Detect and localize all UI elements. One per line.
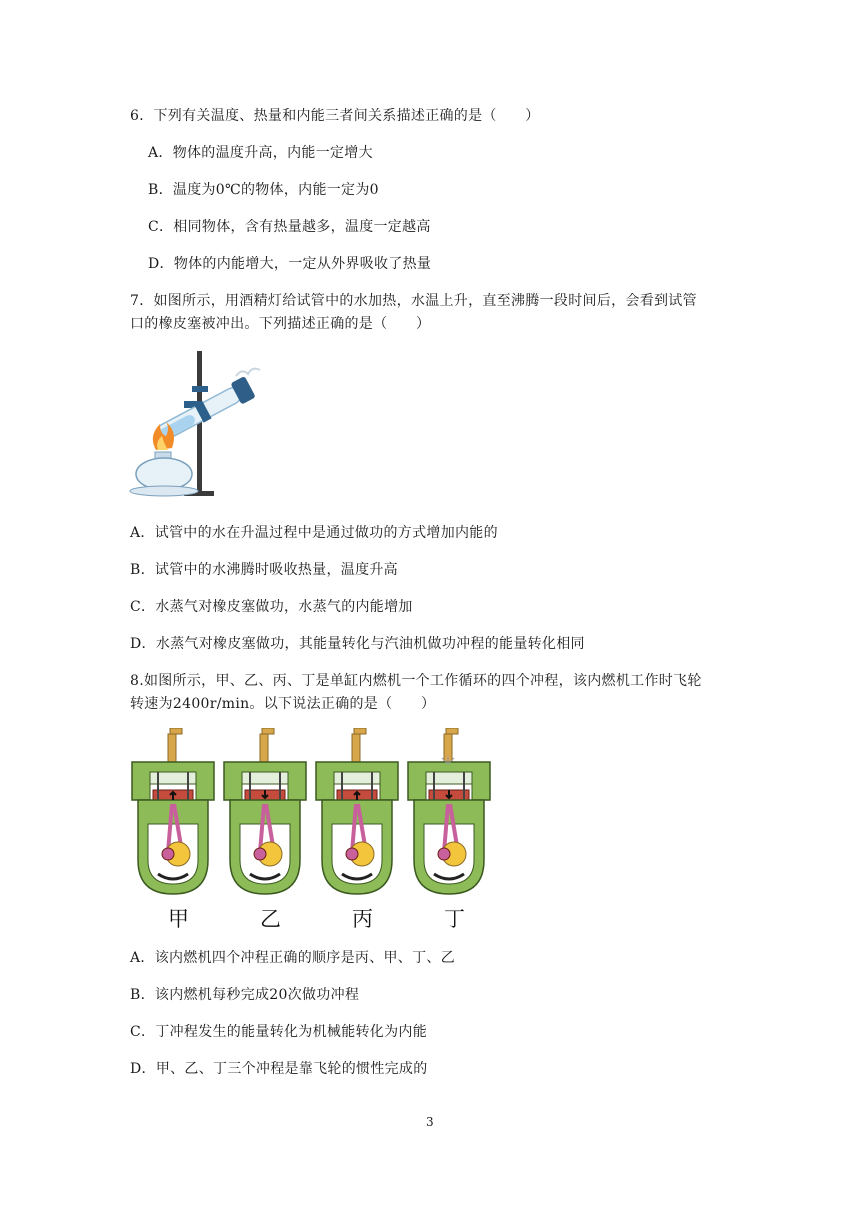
engine-label-yi: 乙 [260,907,281,931]
q7-option-d: D．水蒸气对橡皮塞做功，其能量转化与汽油机做功冲程的能量转化相同 [130,636,585,652]
q8-option-c: C．丁冲程发生的能量转化为机械能转化为内能 [130,1024,428,1040]
q6-option-a: A．物体的温度升高，内能一定增大 [148,145,373,161]
engine-bing [316,728,398,894]
q6-option-b: B．温度为0℃的物体，内能一定为0 [148,182,379,198]
engine-yi [224,728,306,894]
q6-option-d: D．物体的内能增大，一定从外界吸收了热量 [148,256,432,272]
q8-option-b: B．该内燃机每秒完成20次做功冲程 [130,987,360,1003]
q7-heating-apparatus-figure [124,346,274,504]
page-number: 3 [426,1115,434,1129]
alcohol-lamp [136,458,192,490]
engine-label-jia: 甲 [168,907,189,931]
stand-clamp [192,386,208,392]
q7-stem-line1: 7．如图所示，用酒精灯给试管中的水加热，水温上升，直至沸腾一段时间后，会看到试管 [130,293,697,309]
q8-stem-line2: 转速为2400r/min。以下说法正确的是（ ） [130,696,436,712]
q7-option-a: A．试管中的水在升温过程中是通过做功的方式增加内能的 [130,525,498,541]
q7-option-b: B．试管中的水沸腾时吸收热量，温度升高 [130,562,398,578]
engine-label-bing: 丙 [352,907,373,931]
q8-option-d: D．甲、乙、丁三个冲程是靠飞轮的惯性完成的 [130,1061,428,1077]
q7-option-c: C．水蒸气对橡皮塞做功，水蒸气的内能增加 [130,599,413,615]
q8-stem-line1: 8.如图所示，甲、乙、丙、丁是单缸内燃机一个工作循环的四个冲程，该内燃机工作时飞轮 [130,673,702,689]
q6-option-c: C．相同物体，含有热量越多，温度一定越高 [148,219,431,235]
q8-option-a: A．该内燃机四个冲程正确的顺序是丙、甲、丁、乙 [130,950,456,966]
engine-label-ding: 丁 [444,907,465,931]
engine-jia [132,728,214,894]
engine-ding [408,728,490,894]
steam [236,369,260,376]
q7-stem-line2: 口的橡皮塞被冲出。下列描述正确的是（ ） [130,316,431,332]
q6-stem: 6．下列有关温度、热量和内能三者间关系描述正确的是（ ） [130,108,540,124]
q8-engine-strokes-figure [128,728,503,900]
